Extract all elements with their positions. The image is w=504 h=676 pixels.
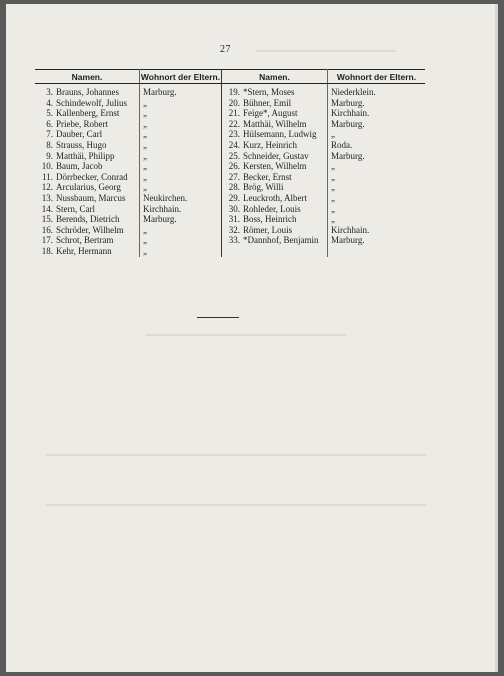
entry-number: 11. <box>42 171 53 182</box>
document-page <box>6 4 498 672</box>
name-cell-left <box>35 204 140 215</box>
residence-cell-left: Marburg. <box>140 84 222 98</box>
residence-cell-right <box>328 246 426 257</box>
entry-number: 8. <box>46 139 53 150</box>
student-name: Brauns, Johannes <box>56 87 119 97</box>
student-name: Schröder, Wilhelm <box>56 224 124 235</box>
residence-cell-left: „ <box>140 108 222 119</box>
residence-cell-left: „ <box>140 246 222 257</box>
residence-cell-left: „ <box>140 129 222 140</box>
student-name: Leuckroth, Albert <box>243 192 307 203</box>
student-name: Kallenberg, Ernst <box>56 108 120 119</box>
table-row <box>35 84 425 98</box>
name-cell-left <box>35 172 140 183</box>
entry-number: 14. <box>41 203 53 214</box>
name-cell-right <box>222 84 328 98</box>
student-name: Kurz, Heinrich <box>243 139 297 150</box>
residence-cell-right: „ <box>331 171 335 182</box>
residence-cell-left: „ <box>140 119 222 130</box>
student-name: Rohleder, Louis <box>243 203 301 214</box>
student-name: Schindewolf, Julius <box>56 97 127 108</box>
table-row <box>35 204 425 215</box>
entry-number: 3. <box>46 87 53 97</box>
name-cell-right <box>222 246 328 257</box>
entry-number: 16. <box>41 224 53 235</box>
name-cell-right <box>222 98 328 109</box>
entry-number: 5. <box>46 108 53 119</box>
residence-cell-right: Niederklein. <box>331 87 376 97</box>
name-cell-right <box>222 151 328 162</box>
student-name: Dörrbecker, Conrad <box>56 171 128 182</box>
student-name: Strauss, Hugo <box>56 139 107 150</box>
entry-number: 9. <box>46 150 53 161</box>
table-row <box>35 151 425 162</box>
residence-cell-left: „ <box>140 225 222 236</box>
student-name: Hülsemann, Ludwig <box>243 129 317 140</box>
residence-cell-left: „ <box>140 182 222 193</box>
name-cell-left <box>35 246 140 257</box>
name-cell-left <box>35 119 140 130</box>
student-name: *Stern, Moses <box>243 87 295 97</box>
student-name: Bühner, Emil <box>243 97 292 108</box>
entry-number: 27. <box>228 171 240 182</box>
bleed-through-mark <box>146 334 346 336</box>
student-name: Matthäi, Philipp <box>56 150 115 161</box>
bleed-through-mark <box>46 504 426 506</box>
name-cell-right <box>222 204 328 215</box>
table-row <box>35 182 425 193</box>
name-cell-left <box>35 129 140 140</box>
entry-number: 6. <box>46 118 53 129</box>
column-header-residence-right: Wohnort der Eltern. <box>328 70 426 84</box>
name-cell-left <box>35 193 140 204</box>
residence-cell-left: „ <box>140 235 222 246</box>
entry-number: 19. <box>228 87 240 97</box>
residence-cell-right: „ <box>331 203 335 214</box>
residence-cell-right: Marburg. <box>331 235 365 246</box>
bleed-through-mark <box>256 50 396 52</box>
entry-number: 22. <box>228 118 240 129</box>
entry-number: 33. <box>228 235 240 246</box>
residence-cell-left: „ <box>140 172 222 183</box>
entry-number: 18. <box>41 245 53 256</box>
entry-number: 23. <box>228 129 240 140</box>
name-cell-left <box>35 98 140 109</box>
table-header-row <box>35 70 425 84</box>
table-row <box>35 119 425 130</box>
table-row <box>35 161 425 172</box>
name-cell-right <box>222 140 328 151</box>
column-header-names-right: Namen. <box>222 70 328 84</box>
table-row <box>35 225 425 236</box>
residence-cell-right: Kirchhain. <box>331 108 370 119</box>
name-cell-left <box>35 140 140 151</box>
name-cell-right <box>222 225 328 236</box>
student-name: Römer, Louis <box>243 224 293 235</box>
residence-cell-left: „ <box>140 161 222 172</box>
table-row <box>35 140 425 151</box>
student-name: Priebe, Robert <box>56 118 108 129</box>
entry-number: 21. <box>228 108 240 119</box>
residence-cell-right: Marburg. <box>331 97 365 108</box>
name-cell-left <box>35 84 140 98</box>
page-number: 27 <box>220 44 231 55</box>
residence-cell-right: „ <box>331 192 335 203</box>
page-edge-shadow <box>495 4 498 672</box>
residence-cell-left: „ <box>140 151 222 162</box>
name-cell-right <box>222 214 328 225</box>
residence-cell-right: „ <box>331 214 335 225</box>
residence-cell-right: „ <box>331 129 335 140</box>
name-cell-right <box>222 119 328 130</box>
residence-cell-right: „ <box>331 161 335 172</box>
student-name: Kehr, Hermann <box>56 245 112 256</box>
name-cell-left <box>35 151 140 162</box>
entry-number: 26. <box>228 161 240 172</box>
table-row <box>35 129 425 140</box>
student-name: Berends, Dietrich <box>56 214 120 225</box>
column-header-residence-left: Wohnort der Eltern. <box>140 70 222 84</box>
name-cell-right <box>222 129 328 140</box>
student-name: Stern, Carl <box>56 203 95 214</box>
entry-number: 17. <box>41 235 53 246</box>
horizontal-rule <box>197 317 239 318</box>
table-row <box>35 108 425 119</box>
student-name: Brög, Willi <box>243 182 284 193</box>
student-name: Nussbaum, Marcus <box>56 192 126 203</box>
entry-number: 31. <box>228 214 240 225</box>
name-cell-left <box>35 214 140 225</box>
entry-number: 7. <box>46 129 53 140</box>
name-cell-left <box>35 235 140 246</box>
entry-number: 15. <box>41 214 53 225</box>
residence-cell-right: „ <box>331 182 335 193</box>
name-cell-right <box>222 235 328 246</box>
student-name: Becker, Ernst <box>243 171 292 182</box>
name-cell-right <box>222 182 328 193</box>
student-name: Schrot, Bertram <box>56 235 114 246</box>
student-name: Baum, Jacob <box>56 161 103 172</box>
student-name: Dauber, Carl <box>56 129 103 140</box>
entry-number: 10. <box>41 161 53 172</box>
residence-cell-left: Kirchhain. <box>140 204 222 215</box>
name-cell-right <box>222 193 328 204</box>
name-cell-left <box>35 182 140 193</box>
student-table <box>35 69 425 257</box>
name-cell-right <box>222 172 328 183</box>
student-name: Schneider, Gustav <box>243 150 309 161</box>
name-cell-left <box>35 108 140 119</box>
name-cell-left <box>35 161 140 172</box>
name-cell-right <box>222 161 328 172</box>
table-row <box>35 214 425 225</box>
residence-cell-right: Roda. <box>331 139 353 150</box>
student-name: Boss, Heinrich <box>243 214 297 225</box>
residence-cell-right: Marburg. <box>331 150 365 161</box>
residence-cell-right: Kirchhain. <box>331 224 370 235</box>
residence-cell-right: Marburg. <box>331 118 365 129</box>
bleed-through-mark <box>46 454 426 456</box>
student-name: Matthäi, Wilhelm <box>243 118 307 129</box>
entry-number: 32. <box>228 224 240 235</box>
column-header-names-left: Namen. <box>35 70 140 84</box>
entry-number: 12. <box>41 182 53 193</box>
student-name: Kersten, Wilhelm <box>243 161 307 172</box>
table-row <box>35 246 425 257</box>
entry-number: 25. <box>228 150 240 161</box>
entry-number: 13. <box>41 192 53 203</box>
student-name: Feige*, August <box>243 108 298 119</box>
table-row <box>35 235 425 246</box>
entry-number: 24. <box>228 139 240 150</box>
entry-number: 29. <box>228 192 240 203</box>
residence-cell-left: Neukirchen. <box>140 193 222 204</box>
residence-cell-left: „ <box>140 140 222 151</box>
entry-number: 30. <box>228 203 240 214</box>
name-cell-right <box>222 108 328 119</box>
entry-number: 4. <box>46 97 53 108</box>
entry-number: 28. <box>228 182 240 193</box>
residence-cell-left: „ <box>140 98 222 109</box>
table-row <box>35 98 425 109</box>
table-row <box>35 193 425 204</box>
name-cell-left <box>35 225 140 236</box>
student-name: *Dannhof, Benjamin <box>243 235 319 246</box>
table-row <box>35 172 425 183</box>
entry-number: 20. <box>228 97 240 108</box>
residence-cell-left: Marburg. <box>140 214 222 225</box>
student-name: Arcularius, Georg <box>56 182 121 193</box>
